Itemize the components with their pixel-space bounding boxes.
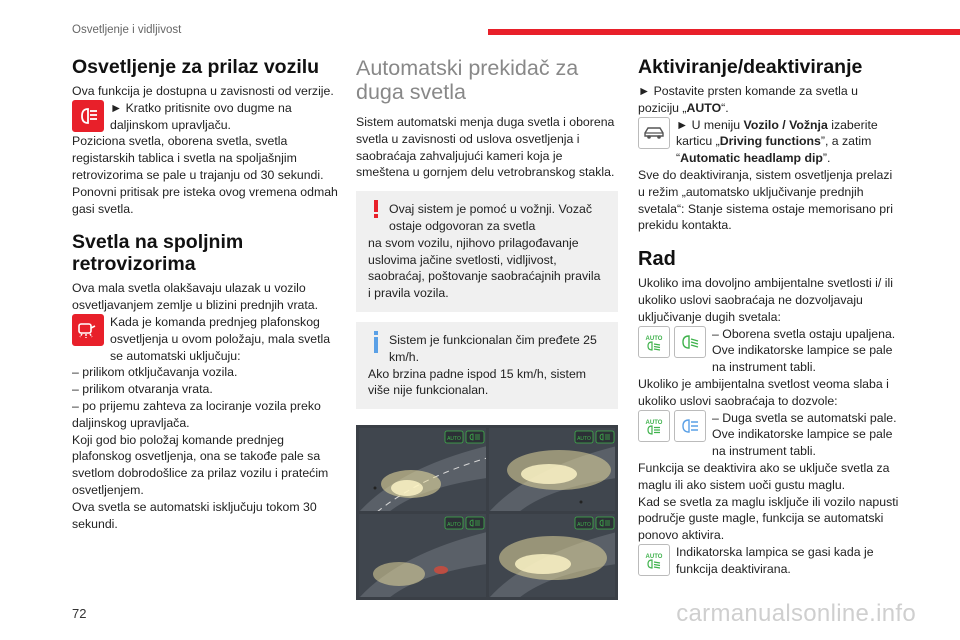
page-number: 72 [72, 606, 87, 621]
auto-label: AUTO [447, 522, 461, 529]
list-item: – prilikom otključavanja vozila. [72, 365, 238, 380]
illustration-panel-vehicle-ahead [359, 514, 486, 597]
text-run-bold: Vozilo / Vožnja [743, 117, 828, 132]
paragraph: Ponovni pritisak pre isteka ovog vremena odmah gasi svetla. [72, 184, 338, 216]
paragraph: Poziciona svetla, oborena svetla, svetla registarskih tablica i svetla na spoljašnjim retrovizorima se pale u trajanju od 30 sekundi. [72, 134, 324, 182]
warning-note [356, 191, 618, 312]
paragraph: Sistem automatski menja duga svetla i oborena svetla u zavisnosti od uslova osvetljenja i saobraćaja zahvaljujući kameri koja je smeštena u gornjem delu vetrobranskog stakla. [356, 115, 615, 180]
warning-text: Ovaj sistem je pomoć u vožnji. Vozač ostaje odgovoran za svetla [389, 202, 592, 233]
column-left [72, 56, 342, 532]
indicator-row [638, 544, 900, 578]
text-run: ”, a zatim “ [676, 134, 872, 166]
text-run: ► Postavite prsten komande za svetla u poziciju „ [638, 84, 858, 115]
instruction-row [72, 100, 342, 134]
high-beam-icon [674, 410, 706, 442]
illustration-panel-high-beam [489, 428, 616, 511]
info-text: Sistem je funkcionalan čim pređete 25 km/h. [389, 332, 597, 364]
vehicle-menu-icon [638, 117, 670, 149]
auto-high-beam-icon [638, 410, 670, 442]
illustration-panel-high-beam-2 [489, 514, 616, 597]
list-item: – po prijemu zahteva za lociranje vozila preko daljinskog upravljača. [72, 398, 321, 430]
warning-text-cont: na svom vozilu, njihovo prilagođavanje uslovima jačine svetlosti, vidljivost, saobraćaj, poštovanje saobraćajnih pravila i pravila vozila. [368, 235, 601, 301]
column-middle [356, 56, 618, 600]
paragraph: Kad se svetla za maglu isključe ili vozilo napusti područje guste magle, funkcija se automatski ponovo aktivira. [638, 494, 899, 543]
instruction-text: Kada je komanda prednjeg plafonskog osvetljenja u ovom položaju, mala svetla se automatski uključuju: [110, 314, 331, 363]
paragraph: Funkcija se deaktivira ako se uključe svetla za maglu ili ako sistem uoči gustu maglu. [638, 460, 890, 492]
door-mirror-lamp-icon [72, 314, 104, 346]
header-accent-bar [488, 29, 960, 35]
watermark: carmanualsonline.info [676, 600, 916, 627]
indicator-text: – Duga svetla se automatski pale. Ove indikatorske lampice se pale na instrument tabli. [712, 410, 897, 459]
headlamp-button-icon [72, 100, 104, 132]
auto-label: AUTO [576, 522, 591, 529]
headlamp-illustration [356, 425, 618, 600]
heading-operation: Rad [638, 248, 676, 271]
auto-label: AUTO [645, 553, 663, 560]
text-run: ► U meniju [676, 117, 744, 132]
text-run: ”. [822, 151, 831, 166]
info-text-cont: Ako brzina padne ispod 15 km/h, sistem više nije funkcionalan. [368, 366, 587, 398]
paragraph: Koji god bio položaj komande prednjeg plafonskog osvetljenja, ona se takođe pale sa svetlom dobrodošlice za prilaz vozilu i pratećim osvetljenjem. [72, 432, 329, 497]
indicator-row [638, 410, 900, 460]
warning-exclamation-icon [368, 200, 384, 223]
auto-label: AUTO [645, 335, 663, 342]
instruction-text [638, 83, 900, 117]
info-note [356, 322, 618, 409]
instruction-text: ► Kratko pritisnite ovo dugme na daljinskom upravljaču. [110, 100, 292, 132]
indicator-pair [638, 326, 706, 358]
paragraph: Ukoliko je ambijentalna svetlost veoma slaba i ukoliko uslovi saobraćaja to dozvole: [638, 376, 889, 408]
instruction-text [670, 117, 900, 167]
indicator-pair [638, 410, 706, 442]
text-run: izaberite karticu „ [676, 117, 878, 149]
paragraph: Ova mala svetla olakšavaju ulazak u vozilo osvetljavanjem zemlje u blizini prednjih vrata. [72, 281, 319, 313]
heading-automatic-switch: Automatski prekidač za duga svetla [356, 56, 579, 104]
heading-activation: Aktiviranje/deaktiviranje [638, 56, 863, 78]
indicator-row [638, 326, 900, 376]
auto-label: AUTO [645, 419, 663, 426]
info-icon [368, 331, 384, 358]
illustration-panel-low-beam [359, 428, 486, 511]
text-run-bold: AUTO [686, 100, 722, 115]
heading-approach-lighting: Osvetljenje za prilaz vozilu [72, 56, 320, 78]
auto-label: AUTO [447, 436, 461, 443]
paragraph: Ukoliko ima dovoljno ambijentalne svetlosti i/ ili ukoliko uslovi saobraćaja ne dozvoljavaju uključivanje dugih svetala: [638, 276, 893, 324]
paragraph: Ova svetla se automatski isključuju tokom 30 sekundi. [72, 499, 317, 531]
list-item: – prilikom otvaranja vrata. [72, 382, 213, 397]
auto-label: AUTO [576, 436, 591, 443]
paragraph: Ova funkcija je dostupna u zavisnosti od verzije. [72, 84, 334, 98]
indicator-text: – Oborena svetla ostaju upaljena. Ove indikatorske lampice se pale na instrument tabli. [712, 326, 896, 375]
text-run-bold: Automatic headlamp dip [680, 151, 823, 166]
auto-lamp-icon [638, 544, 670, 576]
heading-mirror-lights: Svetla na spoljnim retrovizorima [72, 231, 244, 276]
instruction-row [638, 117, 900, 167]
auto-lamp-icon [638, 326, 670, 358]
column-right [638, 56, 900, 578]
instruction-row [72, 314, 342, 364]
paragraph: Sve do deaktiviranja, sistem osvetljenja prelazi u režim „automatsko uključivanje prednjih svetala“: Stanje sistema ostaje memorisano pri prekidu kontakta. [638, 167, 893, 233]
text-run-bold: Driving functions [719, 134, 821, 149]
running-header: Osvetljenje i vidljivost [72, 24, 182, 36]
text-run: “. [721, 100, 729, 115]
indicator-text: Indikatorska lampica se gasi kada je funkcija deaktivirana. [676, 544, 874, 576]
low-beam-icon [674, 326, 706, 358]
